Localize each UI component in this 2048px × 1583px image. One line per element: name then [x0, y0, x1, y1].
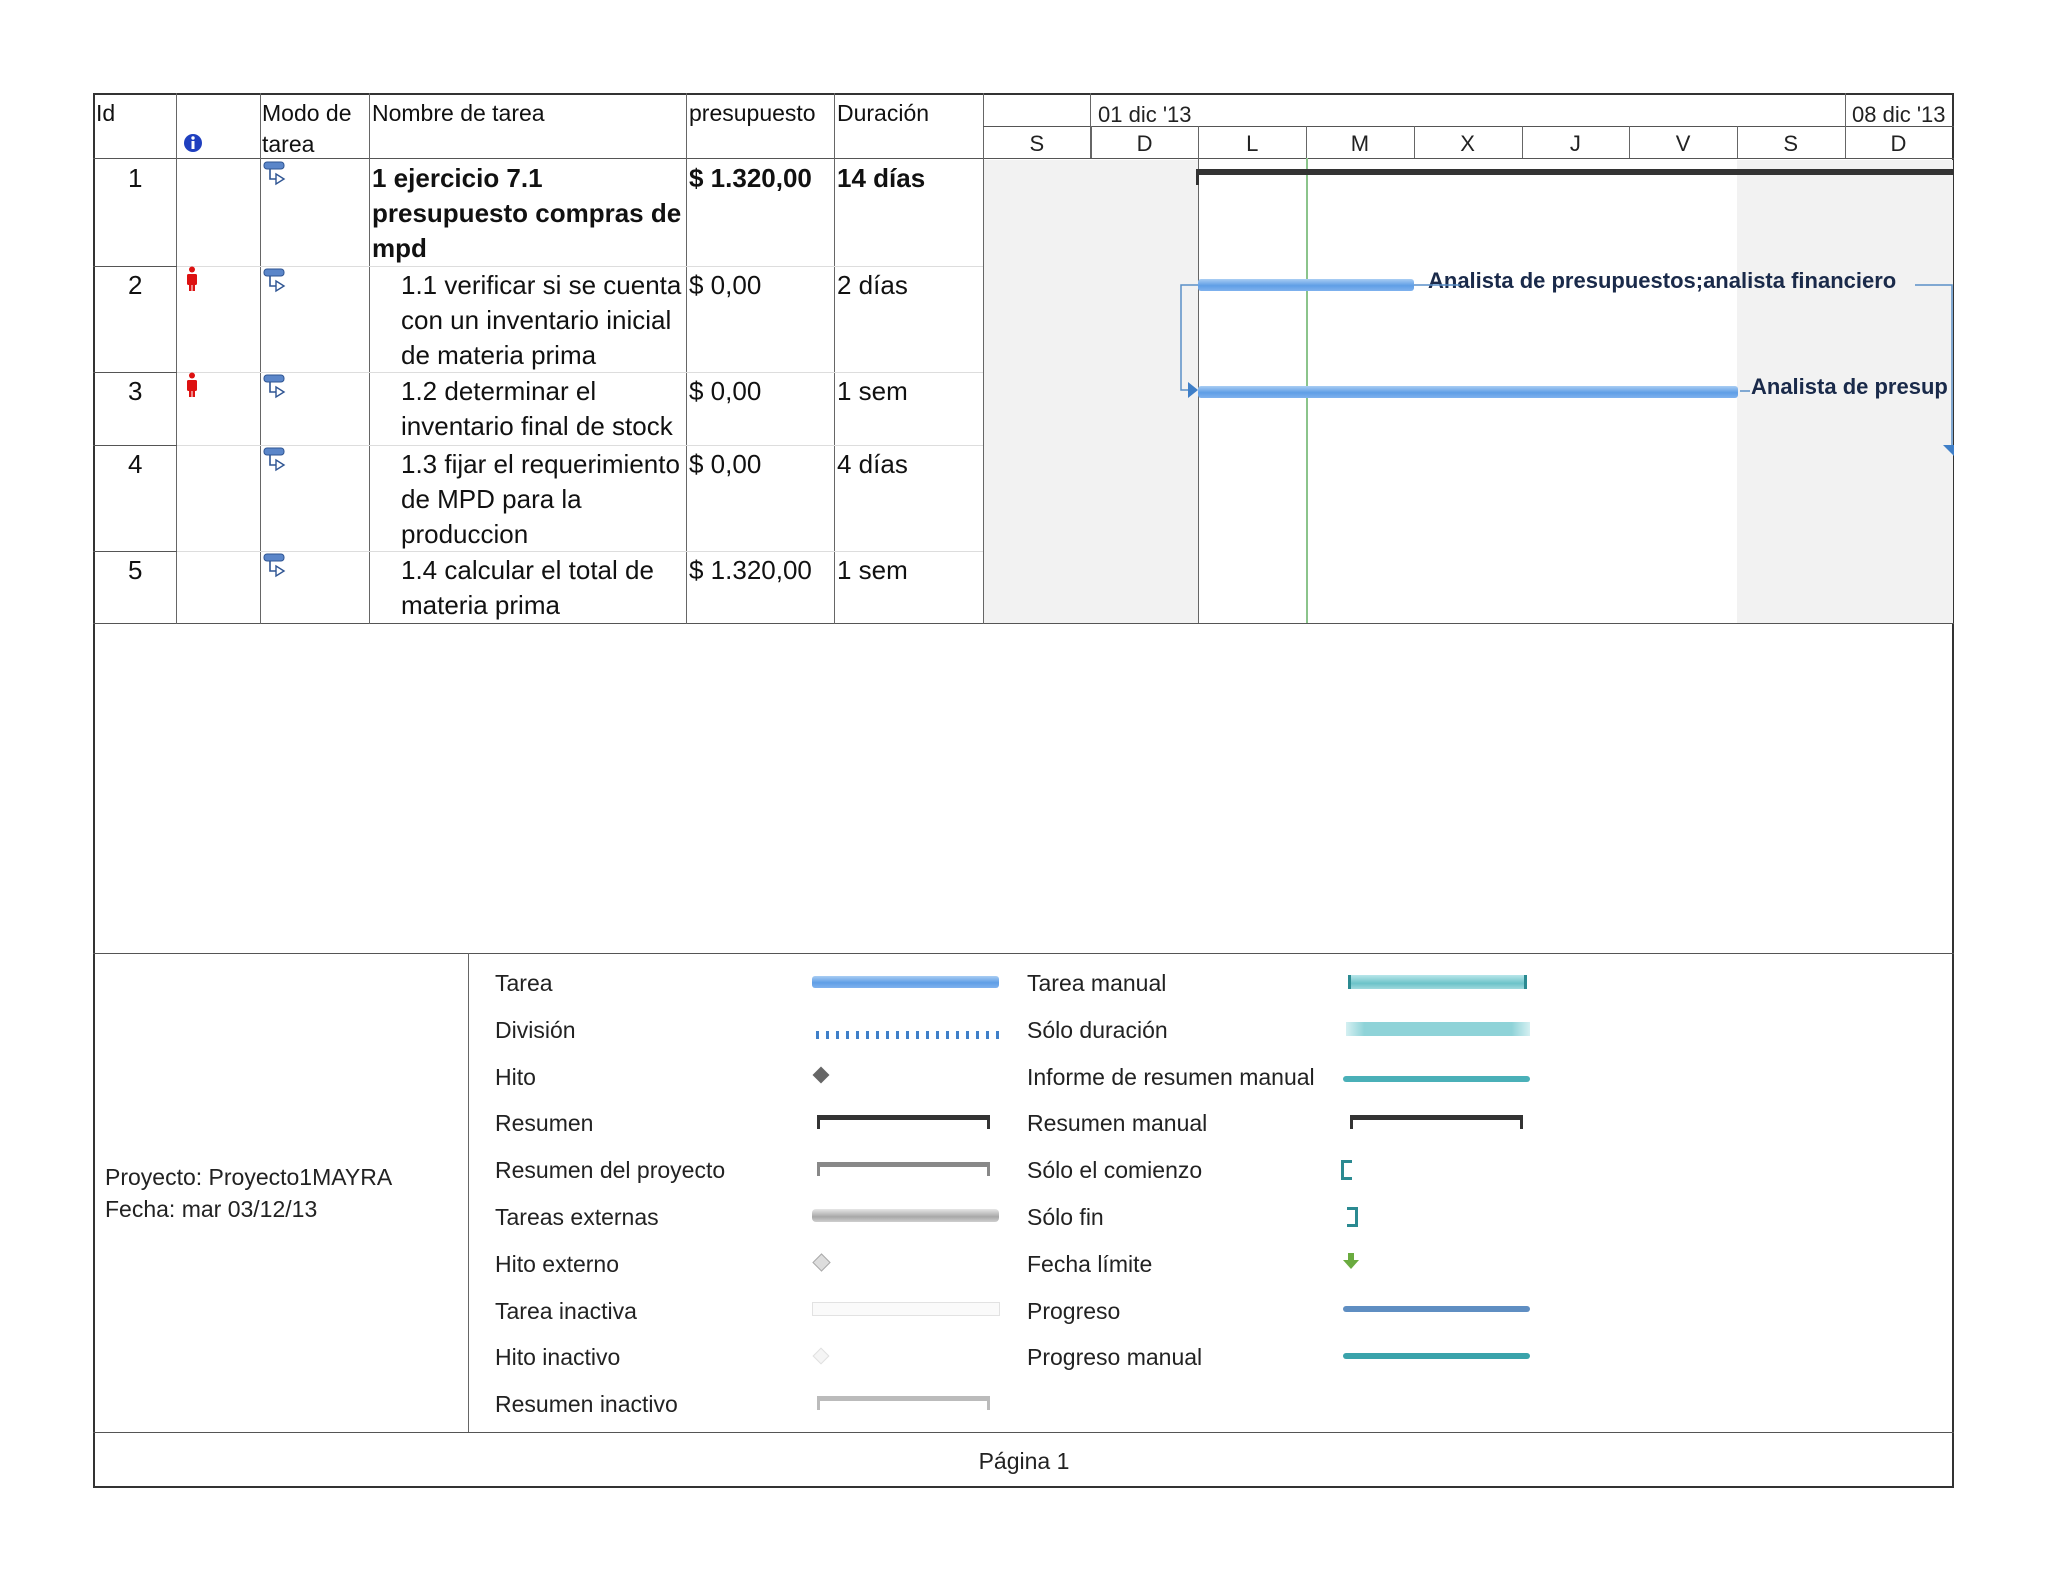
legend-cap: [817, 1115, 820, 1129]
legend-swatch-duration-only: [1346, 1022, 1530, 1036]
project-date: Fecha: mar 03/12/13: [105, 1196, 318, 1222]
legend-divider: [468, 953, 469, 1432]
legend-label: Resumen inactivo: [495, 1391, 678, 1418]
legend-swatch-manual-task: [1348, 975, 1527, 989]
legend-swatch-manual-progress: [1343, 1353, 1530, 1359]
task-bar-label: Analista de presup: [1751, 374, 1948, 399]
legend-label: División: [495, 1016, 576, 1043]
legend-cap: [987, 1115, 990, 1129]
task-duration[interactable]: 1 sem: [837, 376, 908, 406]
row-separator: [93, 445, 177, 446]
day-label: V: [1675, 131, 1691, 156]
task-id: 4: [128, 449, 143, 479]
legend-label: Tareas externas: [495, 1204, 659, 1230]
task-id: 2: [128, 270, 143, 300]
legend-label: Tarea inactiva: [495, 1297, 637, 1324]
legend-label: Hito inactivo: [495, 1344, 621, 1371]
day-label: D: [1136, 131, 1153, 156]
day-divider: [1198, 126, 1199, 158]
legend-swatch-split: [816, 1031, 999, 1039]
legend-swatch-summary: [817, 1115, 990, 1120]
legend-top-line: [93, 953, 1954, 954]
nonworking-shade: [984, 160, 1198, 623]
day-divider: [1306, 126, 1307, 158]
auto-scheduled-task-icon: [262, 446, 290, 479]
task-budget[interactable]: $ 1.320,00: [689, 163, 812, 193]
legend-swatch-inactive: [812, 1302, 1000, 1316]
legend-label: Tarea: [495, 970, 553, 996]
legend-label: Resumen: [495, 1110, 594, 1137]
legend-label: Tarea manual: [1027, 970, 1167, 996]
legend-cap: [1520, 1115, 1523, 1129]
legend-label: Hito: [495, 1063, 536, 1090]
col-divider: [176, 93, 177, 624]
legend-label: Resumen del proyecto: [495, 1157, 726, 1184]
page-number: Página 1: [978, 1448, 1070, 1474]
legend-label: Fecha límite: [1027, 1250, 1153, 1277]
day-divider: [1845, 126, 1846, 158]
legend-cap: [817, 1162, 820, 1176]
col-header-duration[interactable]: Duración: [837, 100, 930, 126]
task-name[interactable]: 1.4 calcular el total de materia prima: [401, 555, 654, 620]
task-duration[interactable]: 2 días: [837, 270, 908, 300]
legend-swatch-task: [812, 976, 999, 988]
auto-scheduled-task-icon: [262, 267, 290, 300]
col-header-name[interactable]: Nombre de tarea: [372, 100, 545, 126]
day-divider: [1629, 126, 1630, 158]
row-separator: [93, 372, 177, 373]
info-icon: [183, 133, 203, 158]
task-duration[interactable]: 1 sem: [837, 555, 908, 585]
summary-bar-cap: [1196, 169, 1199, 185]
deadline-arrow-icon: [1342, 1252, 1360, 1275]
legend-cap: [987, 1396, 990, 1410]
header-bottom-line: [93, 158, 1954, 159]
col-divider: [834, 93, 835, 624]
task-name[interactable]: 1.2 determinar el inventario final de stock: [401, 376, 673, 441]
day-label: J: [1569, 131, 1581, 156]
col-header-mode[interactable]: Modo de tarea: [262, 100, 352, 157]
col-divider: [260, 93, 261, 624]
legend-swatch-project-summary: [817, 1162, 990, 1167]
day-label: S: [1029, 131, 1045, 156]
person-icon: [186, 266, 198, 297]
legend-cap: [1350, 1115, 1353, 1129]
legend-cap: [817, 1396, 820, 1410]
day-label: D: [1890, 131, 1907, 156]
legend-label: Sólo fin: [1027, 1204, 1104, 1230]
day-divider: [1737, 126, 1738, 158]
day-label: L: [1246, 131, 1259, 156]
row-separator: [177, 266, 983, 267]
row-separator: [93, 551, 177, 552]
table-bottom-line: [93, 623, 1954, 624]
legend-label: Sólo el comienzo: [1027, 1157, 1203, 1184]
person-icon: [186, 372, 198, 403]
col-header-id[interactable]: Id: [96, 100, 116, 126]
legend-label: Resumen manual: [1027, 1110, 1208, 1137]
col-divider: [686, 93, 687, 624]
task-duration[interactable]: 14 días: [837, 163, 926, 193]
legend-swatch-finish-only: [1347, 1207, 1358, 1227]
task-id: 1: [128, 163, 143, 193]
task-name[interactable]: 1.3 fijar el requerimiento de MPD para la produccion: [401, 449, 680, 549]
col-header-budget[interactable]: presupuesto: [689, 100, 816, 126]
day-divider: [1414, 126, 1415, 158]
auto-scheduled-task-icon: [262, 552, 290, 585]
legend-label: Hito externo: [495, 1250, 620, 1277]
project-name: Proyecto: Proyecto1MAYRA: [105, 1164, 393, 1190]
task-duration[interactable]: 4 días: [837, 449, 908, 479]
legend-label: Sólo duración: [1027, 1016, 1168, 1043]
legend-label: Progreso manual: [1027, 1344, 1203, 1371]
legend-label: Informe de resumen manual: [1027, 1063, 1315, 1090]
day-divider: [1091, 126, 1092, 158]
legend-swatch-inactive-summary: [817, 1396, 990, 1401]
task-id: 3: [128, 376, 143, 406]
legend-bottom-line: [93, 1432, 1954, 1433]
legend-label: Progreso: [1027, 1297, 1121, 1324]
week-label: 08 dic '13: [1852, 102, 1946, 127]
dependency-links: [1170, 270, 1954, 460]
day-label: M: [1350, 131, 1370, 156]
task-bar-label: Analista de presupuestos;analista financiero: [1428, 268, 1897, 293]
task-budget[interactable]: $ 0,00: [689, 449, 762, 479]
auto-scheduled-task-icon: [262, 160, 290, 193]
day-label: S: [1783, 131, 1799, 156]
col-divider: [369, 93, 370, 624]
summary-bar[interactable]: [1197, 169, 1953, 175]
row-separator: [177, 445, 983, 446]
task-budget[interactable]: $ 1.320,00: [689, 555, 812, 585]
legend-swatch-manual-summary: [1350, 1115, 1523, 1120]
legend-swatch-external: [812, 1209, 999, 1222]
day-label: X: [1460, 131, 1475, 156]
legend-swatch-manual-summary-rollup: [1343, 1076, 1530, 1082]
task-name[interactable]: 1.1 verificar si se cuenta con un inventario inicial de materia prima: [401, 270, 682, 370]
auto-scheduled-task-icon: [262, 373, 290, 406]
task-budget[interactable]: $ 0,00: [689, 376, 762, 406]
task-name[interactable]: 1 ejercicio 7.1 presupuesto compras de mpd: [372, 163, 682, 263]
task-budget[interactable]: $ 0,00: [689, 270, 762, 300]
legend-swatch-progress: [1343, 1306, 1530, 1312]
day-divider: [1522, 126, 1523, 158]
row-separator: [93, 266, 177, 267]
legend-cap: [987, 1162, 990, 1176]
week-label: 01 dic '13: [1098, 102, 1192, 127]
legend-swatch-start-only: [1341, 1160, 1352, 1180]
task-id: 5: [128, 555, 143, 585]
